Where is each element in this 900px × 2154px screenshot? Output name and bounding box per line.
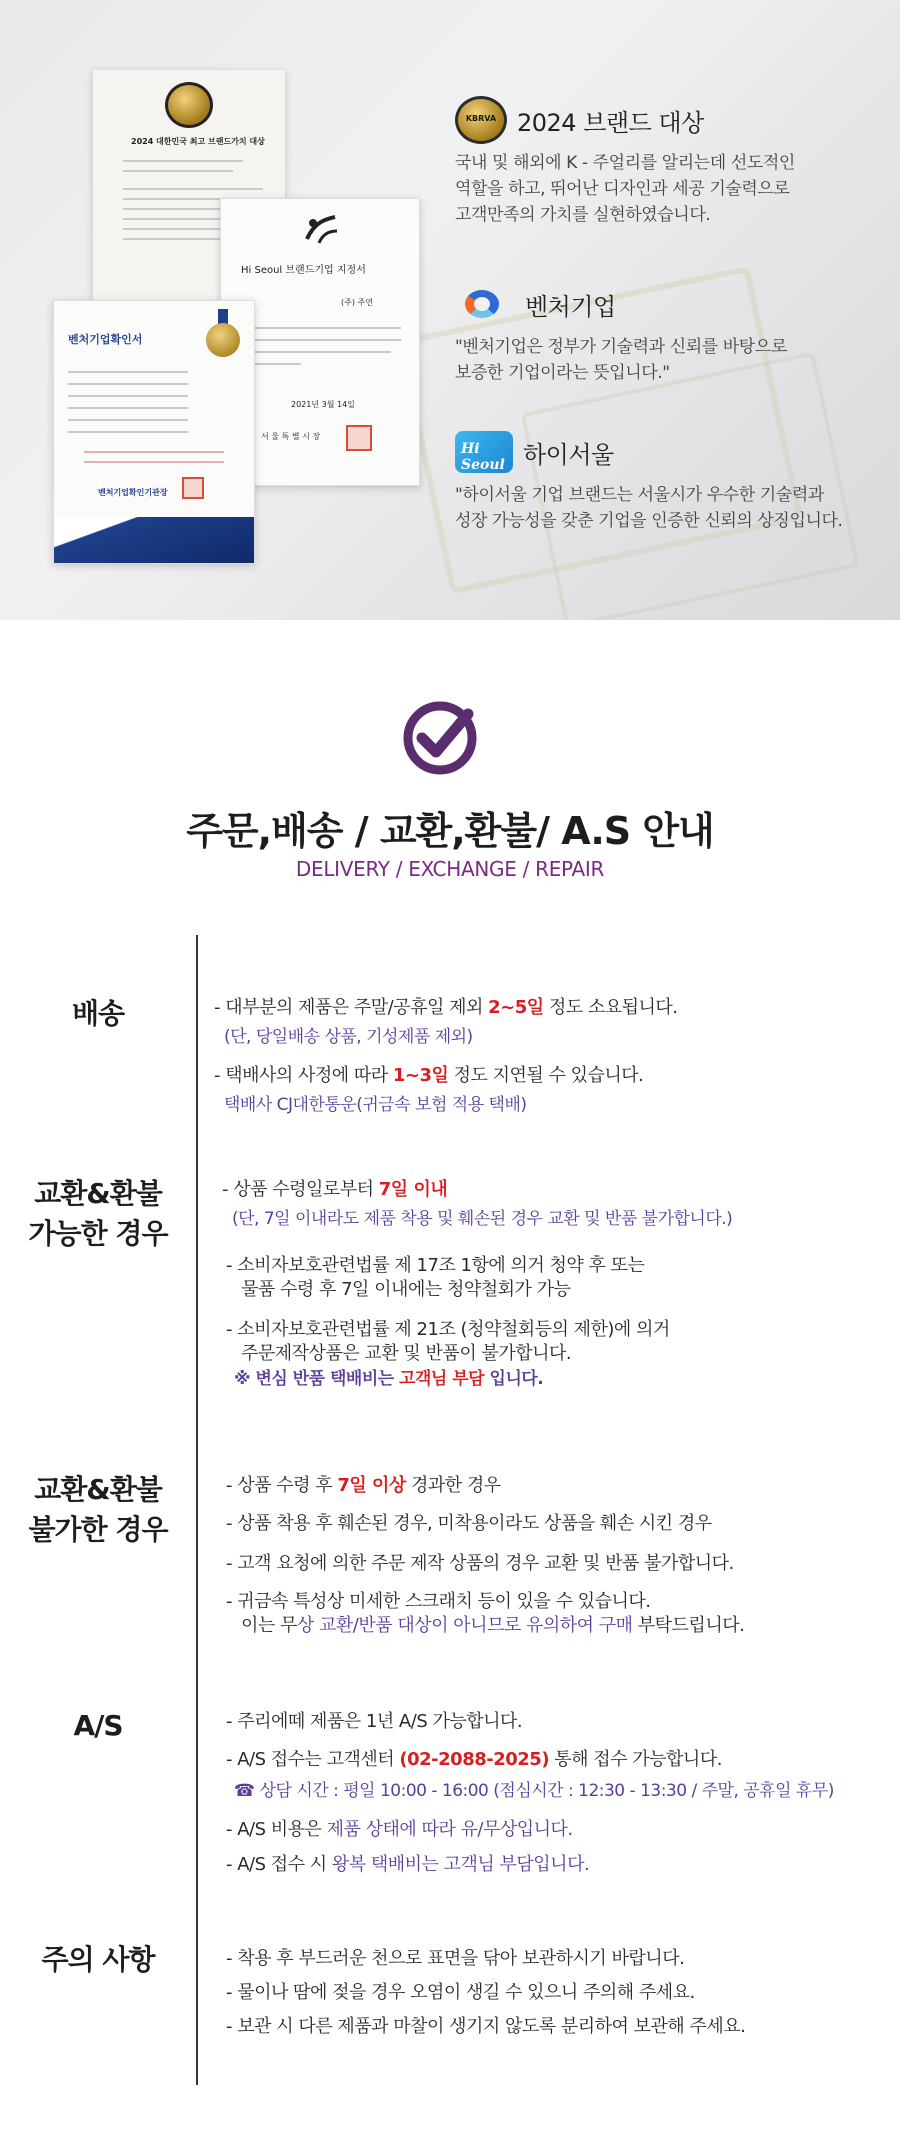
official-seal-icon	[182, 477, 204, 499]
section-label-refund-no: 교환&환불 불가한 경우	[28, 1473, 168, 1546]
refund-no-item-scratch: - 귀금속 특성상 미세한 스크래치 등이 있을 수 있습니다. 이는 무상 교환/반품 대상이 아니므로 유의하여 구매 부탁드립니다.	[226, 1591, 745, 1636]
refund-ok-item-law17: - 소비자보호관련법률 제 17조 1항에 의거 청약 후 또는 물품 수령 후 7일 이내에는 청약철회가 가능	[226, 1255, 645, 1300]
kbrva-medal-icon	[165, 82, 213, 128]
delivery-note-courier: 택배사 CJ대한통운(귀금속 보험 적용 택배)	[224, 1095, 527, 1115]
certificate-title: 벤처기업확인서	[68, 333, 143, 346]
certificate-issuer: 벤처기업확인기관장	[98, 488, 168, 497]
refund-ok-note-condition: (단, 7일 이내라도 제품 착용 및 훼손된 경우 교환 및 반품 불가합니다.)	[232, 1209, 733, 1229]
award-description: "하이서울 기업 브랜드는 서울시가 우수한 기술력과 성장 가능성을 갖춘 기업을 인증한 신뢰의 상징입니다.	[455, 485, 843, 531]
as-item-contact: - A/S 접수는 고객센터 (02-2088-2025) 통해 접수 가능합니다.	[226, 1749, 722, 1770]
delivery-item-delay: - 택배사의 사정에 따라 1~3일 정도 지연될 수 있습니다.	[214, 1065, 644, 1086]
section-label-delivery: 배송	[71, 997, 125, 1030]
kbrva-medal-icon: KBRVA	[455, 96, 507, 144]
as-note-hours: ☎ 상담 시간 : 평일 10:00 - 16:00 (점심시간 : 12:30 - 13:30 / 주말, 공휴일 휴무)	[234, 1781, 834, 1801]
refund-ok-item-law21: - 소비자보호관련법률 제 21조 (청약철회등의 제한)에 의거 주문제작상품은 교환 및 반품이 불가합니다.	[226, 1319, 670, 1364]
venture-certificate-image	[53, 300, 255, 564]
as-item-shipping: - A/S 접수 시 왕복 택배비는 고객님 부담입니다.	[226, 1854, 590, 1875]
delivery-item-duration: - 대부분의 제품은 주말/공휴일 제외 2~5일 정도 소요됩니다.	[214, 997, 678, 1018]
as-item-warranty: - 주리에떼 제품은 1년 A/S 가능합니다.	[226, 1711, 523, 1732]
award-description: "벤처기업은 정부가 기술력과 신뢰를 바탕으로 보증한 기업이라는 뜻입니다."	[455, 337, 787, 383]
certificate-company: (주) 주연	[341, 298, 373, 307]
page-subtitle: DELIVERY / EXCHANGE / REPAIR	[295, 857, 605, 881]
certificate-date: 2021년 3월 14일	[291, 400, 355, 409]
check-circle-icon	[402, 700, 478, 776]
brand-awards-banner	[0, 0, 900, 620]
caution-item-storage: - 보관 시 다른 제품과 마찰이 생기지 않도록 분리하여 보관해 주세요.	[226, 2016, 746, 2037]
award-title: 2024 브랜드 대상	[517, 108, 704, 137]
refund-no-item-custom: - 고객 요청에 의한 주문 제작 상품의 경우 교환 및 반품 불가합니다.	[226, 1553, 734, 1574]
gold-medal-icon	[206, 323, 240, 357]
official-seal-icon	[346, 425, 372, 451]
award-hi-seoul	[455, 428, 875, 534]
award-title: 하이서울	[523, 440, 614, 469]
certificate-title: 2024 대한민국 최고 브랜드가치 대상	[131, 137, 265, 146]
section-label-caution: 주의 사항	[41, 1943, 155, 1976]
certificate-band	[54, 517, 254, 563]
as-item-cost: - A/S 비용은 제품 상태에 따라 유/무상입니다.	[226, 1819, 573, 1840]
page-title: 주문,배송 / 교환,환불/ A.S 안내	[186, 809, 714, 853]
award-description: 국내 및 해외에 K - 주얼리를 알리는데 선도적인 역할을 하고, 뛰어난 디자인과 세공 기술력으로 고객만족의 가치를 실현하였습니다.	[455, 153, 795, 225]
award-brand-grand-prize	[455, 96, 875, 228]
certificate-issuer: 서 울 특 별 시 장	[261, 432, 321, 441]
section-label-as: A/S	[73, 1709, 123, 1742]
refund-ok-note-shipping-fee: ※ 변심 반품 택배비는 고객님 부담 입니다.	[234, 1369, 544, 1389]
caution-item-wipe: - 착용 후 부드러운 천으로 표면을 닦아 보관하시기 바랍니다.	[226, 1948, 685, 1969]
divider-line	[196, 935, 198, 2085]
delivery-note-exception: (단, 당일배송 상품, 기성제품 제외)	[224, 1027, 473, 1047]
refund-no-item-period: - 상품 수령 후 7일 이상 경과한 경우	[226, 1475, 501, 1496]
refund-no-item-damaged: - 상품 착용 후 훼손된 경우, 미착용이라도 상품을 훼손 시킨 경우	[226, 1513, 712, 1534]
caution-item-water: - 물이나 땀에 젖을 경우 오염이 생길 수 있으니 주의해 주세요.	[226, 1982, 695, 2003]
section-label-refund-ok: 교환&환불 가능한 경우	[28, 1177, 168, 1250]
certificate-title: Hi Seoul 브랜드기업 지정서	[241, 265, 366, 276]
hi-seoul-logo-icon: Hi Seoul	[455, 431, 513, 473]
award-title: 벤처기업	[525, 292, 616, 321]
refund-ok-item-period: - 상품 수령일로부터 7일 이내	[222, 1179, 448, 1200]
seoul-emblem-icon	[301, 213, 341, 247]
venture-logo-icon	[455, 284, 515, 324]
award-venture-company	[455, 280, 875, 386]
